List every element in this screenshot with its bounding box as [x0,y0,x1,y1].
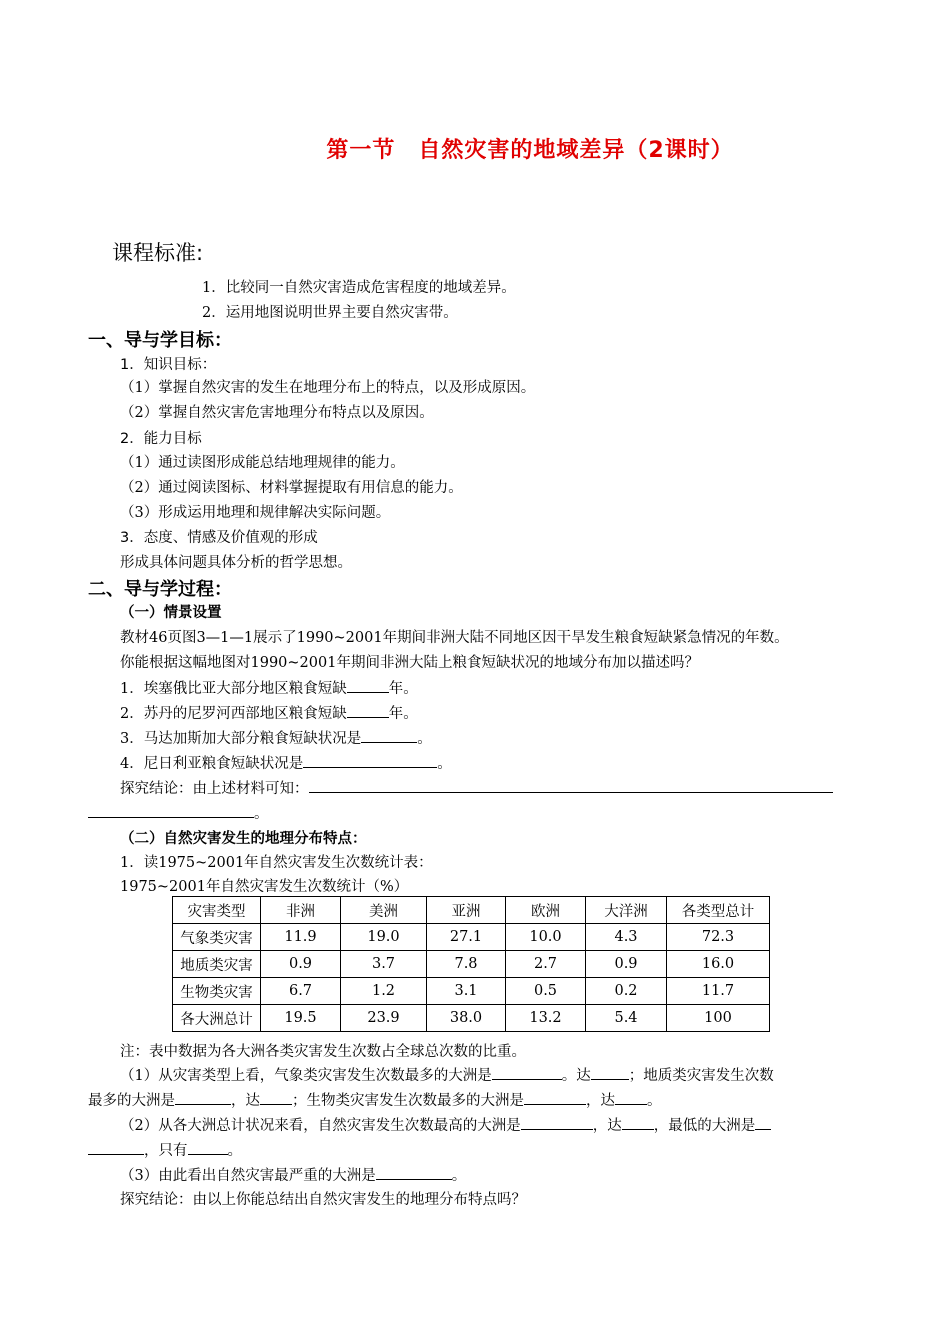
table-cell: 0.2 [586,978,667,1005]
question-text: ，达 [231,1093,260,1109]
table-header-row [173,897,770,924]
question-text: ，只有 [144,1143,188,1159]
subsection-heading: （一）情景设置 [120,605,222,621]
question-text: ；地质类灾害发生次数 [628,1068,774,1084]
section-heading: 一、导与学目标： [88,330,232,351]
answer-blank[interactable] [376,1165,452,1180]
table-cell: 100 [667,1005,770,1032]
question-line [120,702,418,723]
intro-text: 教材46页图3—1—1展示了1990~2001年期间非洲大陆不同地区因干旱发生粮食短缺紧急情况的年数。 [120,630,789,646]
answer-blank[interactable] [88,1140,144,1155]
table-cell: 3.1 [427,978,506,1005]
question-text: ，达 [592,1118,622,1134]
table-header-cell: 欧洲 [506,897,586,924]
answer-blank[interactable] [188,1140,228,1155]
table-header-cell: 各类型总计 [667,897,770,924]
objective-item: （3）形成运用地理和规律解决实际问题。 [120,505,391,521]
question-text: 最多的大洲是 [88,1093,175,1109]
table-header-cell: 灾害类型 [173,897,261,924]
standard-item: 1．比较同一自然灾害造成危害程度的地域差异。 [202,280,516,296]
question-line [120,1164,466,1185]
disaster-statistics-table [172,896,770,1032]
answer-blank[interactable] [591,1065,629,1080]
answer-blank[interactable] [309,778,833,793]
table-cell: 5.4 [586,1005,667,1032]
table-cell: 3.7 [341,951,427,978]
question-text: 1．埃塞俄比亚大部分地区粮食短缺 [120,681,347,697]
objective-item: （1）掌握自然灾害的发生在地理分布上的特点，以及形成原因。 [120,380,536,396]
answer-blank[interactable] [88,803,254,818]
instruction-text: 1．读1975~2001年自然灾害发生次数统计表： [120,855,433,871]
subsection-heading: 3．态度、情感及价值观的形成 [120,530,318,546]
table-note: 注：表中数据为各大洲各类灾害发生次数占全球总次数的比重。 [120,1044,526,1060]
question-text: （1）从灾害类型上看，气象类灾害发生次数最多的大洲是 [120,1068,492,1084]
table-cell: 19.0 [341,924,427,951]
standards-heading: 课程标准: [112,241,204,265]
question-text: ，最低的大洲是 [653,1118,756,1134]
objective-item: （2）通过阅读图标、材料掌握提取有用信息的能力。 [120,480,463,496]
conclusion-text: 探究结论：由以上你能总结出自然灾害发生的地理分布特点吗？ [120,1192,526,1208]
table-cell: 气象类灾害 [173,924,261,951]
question-line [120,752,452,773]
table-cell: 19.5 [261,1005,341,1032]
table-cell: 生物类灾害 [173,978,261,1005]
table-row [173,1005,770,1032]
table-cell: 0.9 [586,951,667,978]
objective-item: 形成具体问题具体分析的哲学思想。 [120,555,352,571]
table-cell: 11.9 [261,924,341,951]
table-cell: 地质类灾害 [173,951,261,978]
question-line [88,1139,242,1160]
conclusion-line [120,777,833,798]
table-row [173,924,770,951]
question-text: 。 [437,756,452,772]
table-caption: 1975~2001年自然灾害发生次数统计（%） [120,879,409,895]
question-text: （3）由此看出自然灾害最严重的大洲是 [120,1168,376,1184]
section-heading: 二、导与学过程： [88,579,232,600]
question-text: （2）从各大洲总计状况来看，自然灾害发生次数最高的大洲是 [120,1118,521,1134]
question-line [120,677,418,698]
table-row [173,978,770,1005]
table-cell: 0.5 [506,978,586,1005]
table-cell: 72.3 [667,924,770,951]
table-header-cell: 美洲 [341,897,427,924]
conclusion-line [88,802,269,823]
question-text: 年。 [388,681,418,697]
table-header-cell: 非洲 [261,897,341,924]
question-text: 2．苏丹的尼罗河西部地区粮食短缺 [120,706,347,722]
table-cell: 23.9 [341,1005,427,1032]
answer-blank[interactable] [521,1115,593,1130]
table-cell: 27.1 [427,924,506,951]
objective-item: （2）掌握自然灾害危害地理分布特点以及原因。 [120,405,434,421]
table-cell: 11.7 [667,978,770,1005]
answer-blank[interactable] [175,1090,231,1105]
table-row [173,951,770,978]
answer-blank[interactable] [347,703,389,718]
objective-item: （1）通过读图形成能总结地理规律的能力。 [120,455,405,471]
answer-blank[interactable] [615,1090,647,1105]
question-text: 。达 [561,1068,591,1084]
question-text: ，达 [586,1093,615,1109]
answer-blank[interactable] [361,728,417,743]
question-text: 。 [647,1093,662,1109]
answer-blank[interactable] [622,1115,654,1130]
question-text: ；生物类灾害发生次数最多的大洲是 [292,1093,524,1109]
table-cell: 7.8 [427,951,506,978]
conclusion-text: 探究结论：由上述材料可知： [120,781,309,797]
question-text: 年。 [388,706,418,722]
table-cell: 10.0 [506,924,586,951]
standard-item: 2．运用地图说明世界主要自然灾害带。 [202,305,458,321]
question-text: 。 [227,1143,242,1159]
answer-blank[interactable] [492,1065,562,1080]
question-text: 。 [417,731,432,747]
table-cell: 1.2 [341,978,427,1005]
question-line [120,1064,774,1085]
page-title: 第一节 自然灾害的地域差异（2课时） [326,138,734,163]
question-line [120,727,432,748]
table-cell: 4.3 [586,924,667,951]
table-cell: 13.2 [506,1005,586,1032]
question-text: 。 [451,1168,467,1184]
subsection-heading: 1．知识目标： [120,357,217,373]
table-cell: 6.7 [261,978,341,1005]
answer-blank[interactable] [260,1090,292,1105]
table-cell: 0.9 [261,951,341,978]
question-line [88,1089,662,1110]
table-cell: 各大洲总计 [173,1005,261,1032]
subsection-heading: （二）自然灾害发生的地理分布特点： [120,831,367,847]
answer-blank[interactable] [303,753,437,768]
answer-blank[interactable] [755,1115,771,1130]
table-cell: 16.0 [667,951,770,978]
answer-blank[interactable] [347,678,389,693]
question-text: 4．尼日利亚粮食短缺状况是 [120,756,304,772]
table-header-cell: 亚洲 [427,897,506,924]
table-cell: 2.7 [506,951,586,978]
subsection-heading: 2．能力目标 [120,431,202,447]
intro-text: 你能根据这幅地图对1990~2001年期间非洲大陆上粮食短缺状况的地域分布加以描述吗？ [120,655,699,671]
question-text: 3．马达加斯加大部分粮食短缺状况是 [120,731,362,747]
table-header-cell: 大洋洲 [586,897,667,924]
question-line [120,1114,771,1135]
answer-blank[interactable] [524,1090,586,1105]
table-cell: 38.0 [427,1005,506,1032]
end-mark: 。 [254,806,269,822]
